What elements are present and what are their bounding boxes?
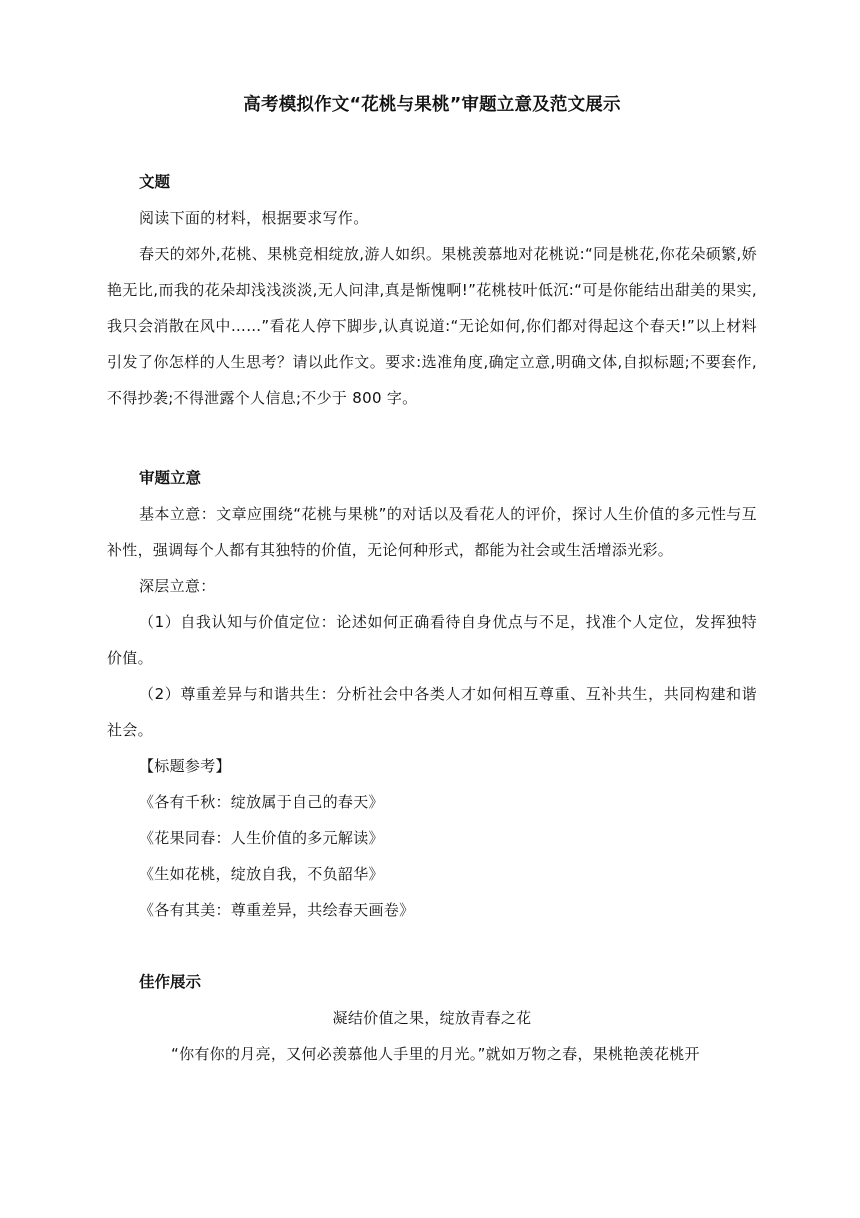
prompt-intro: 阅读下面的材料，根据要求写作。 <box>139 209 369 227</box>
document-page <box>107 90 757 1072</box>
title-reference-item: 《生如花桃，绽放自我，不负韶华》 <box>139 865 384 883</box>
essay-title: 凝结价值之果，绽放青春之花 <box>332 1009 532 1027</box>
spacer <box>107 416 757 460</box>
spacer <box>107 928 757 964</box>
title-reference-label: 【标题参考】 <box>139 757 231 775</box>
prompt-material: 春天的郊外,花桃、果桃竞相绽放,游人如织。果桃羡慕地对花桃说:“同是桃花,你花朵硕繁,娇艳无比,而我的花朵却浅浅淡淡,无人问津,真是惭愧啊!”花桃枝叶低沉:“可是你能结出甜美的果实,我只会消散在风中……”看花人停下脚步,认真说道:“无论如何,你们都对得起这个春天!”以上材料引发了你怎样的人生思考？请以此作文。要求:选准角度,确定立意,明确文体,自拟标题;不要套作,不得抄袭;不得泄露个人信息;不少于 800 字。 <box>107 245 757 407</box>
deep-idea-2: （2）尊重差异与和谐共生：分析社会中各类人才如何相互尊重、互补共生，共同构建和谐社会。 <box>107 685 757 739</box>
essay-first-line: “你有你的月亮，又何必羡慕他人手里的月光。”就如万物之春，果桃艳羡花桃开 <box>171 1045 700 1063</box>
deep-idea-1: （1）自我认知与价值定位：论述如何正确看待自身优点与不足，找准个人定位，发挥独特价值。 <box>107 613 757 667</box>
section-heading-analysis: 审题立意 <box>139 469 202 487</box>
spacer <box>107 120 757 164</box>
title-reference-item: 《各有其美：尊重差异，共绘春天画卷》 <box>139 901 415 919</box>
basic-idea: 基本立意：文章应围绕“花桃与果桃”的对话以及看花人的评价，探讨人生价值的多元性与互补性，强调每个人都有其独特的价值，无论何种形式，都能为社会或生活增添光彩。 <box>107 505 757 559</box>
title-reference-item: 《各有千秋：绽放属于自己的春天》 <box>139 793 384 811</box>
section-heading-prompt: 文题 <box>139 173 171 191</box>
document-title: 高考模拟作文“花桃与果桃”审题立意及范文展示 <box>243 95 621 115</box>
section-heading-essay: 佳作展示 <box>139 973 202 991</box>
title-reference-item: 《花果同春：人生价值的多元解读》 <box>139 829 384 847</box>
deep-idea-label: 深层立意： <box>139 577 216 595</box>
